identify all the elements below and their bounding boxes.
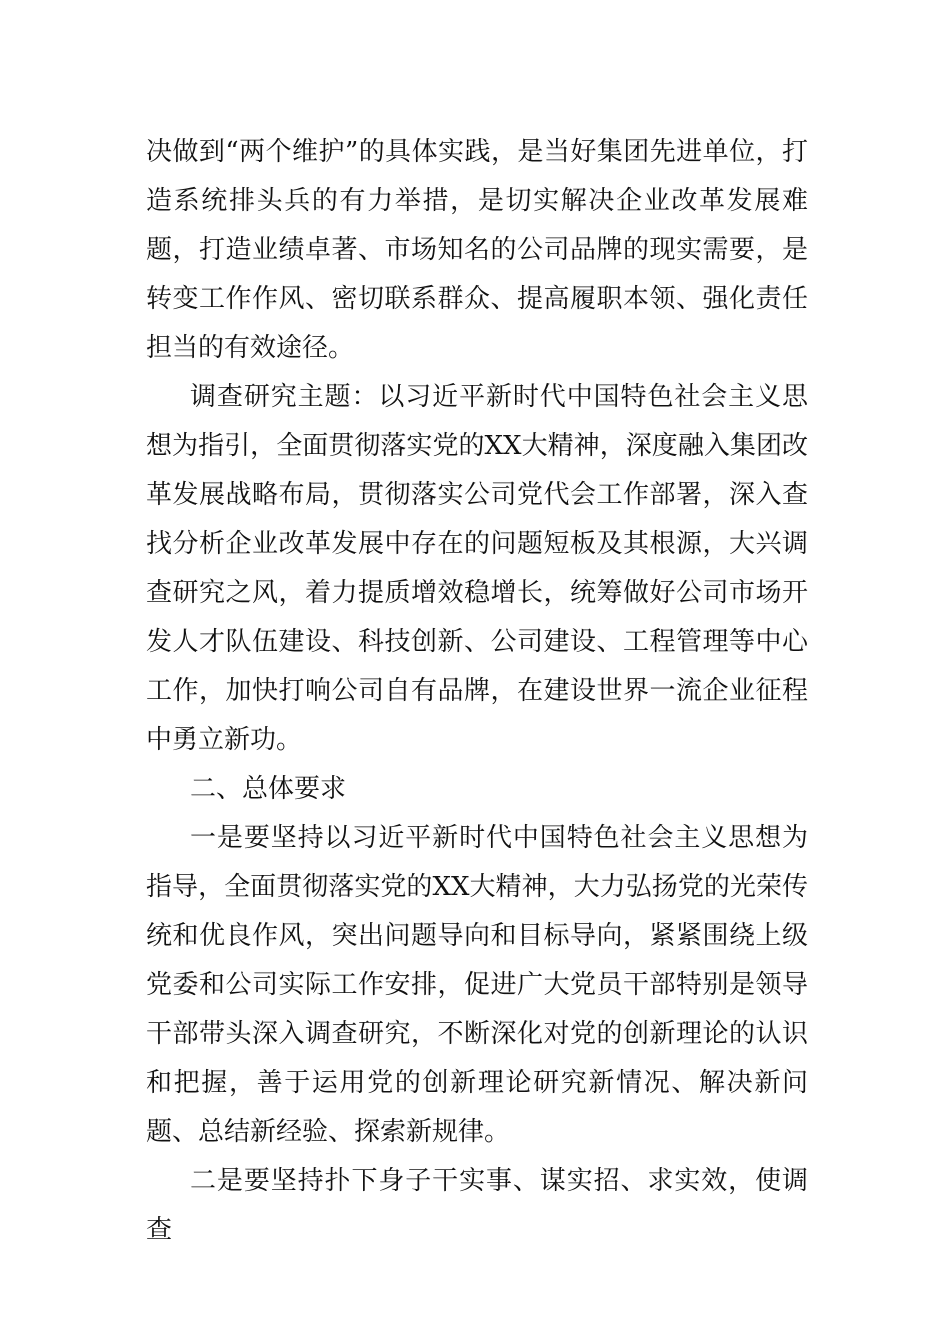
paragraph-continuation: 决做到“两个维护”的具体实践，是当好集团先进单位，打造系统排头兵的有力举措，是切实解决企业改革发展难题，打造业绩卓著、市场知名的公司品牌的现实需要，是转变工作作风、密切联系群众、提高履职本领、强化责任担当的有效途径。	[146, 137, 808, 363]
section-heading-general-requirements: 二、总体要求	[190, 774, 347, 804]
paragraph-research-theme: 调查研究主题：以习近平新时代中国特色社会主义思想为指引，全面贯彻落实党的XX大精神，深度融入集团改革发展战略布局，贯彻落实公司党代会工作部署，深入查找分析企业改革发展中存在的问题短板及其根源，大兴调查研究之风，着力提质增效稳增长，统筹做好公司市场开发人才队伍建设、科技创新、公司建设、工程管理等中心工作，加快打响公司自有品牌，在建设世界一流企业征程中勇立新功。	[146, 382, 808, 755]
paragraph-requirement-one: 一是要坚持以习近平新时代中国特色社会主义思想为指导，全面贯彻落实党的XX大精神，大力弘扬党的光荣传统和优良作风，突出问题导向和目标导向，紧紧围绕上级党委和公司实际工作安排，促进广大党员干部特别是领导干部带头深入调查研究，不断深化对党的创新理论的认识和把握，善于运用党的创新理论研究新情况、解决新问题、总结新经验、探索新规律。	[146, 823, 808, 1147]
paragraph-requirement-two: 二是要坚持扑下身子干实事、谋实招、求实效，使调查	[146, 1166, 808, 1245]
document-body	[146, 128, 808, 1255]
